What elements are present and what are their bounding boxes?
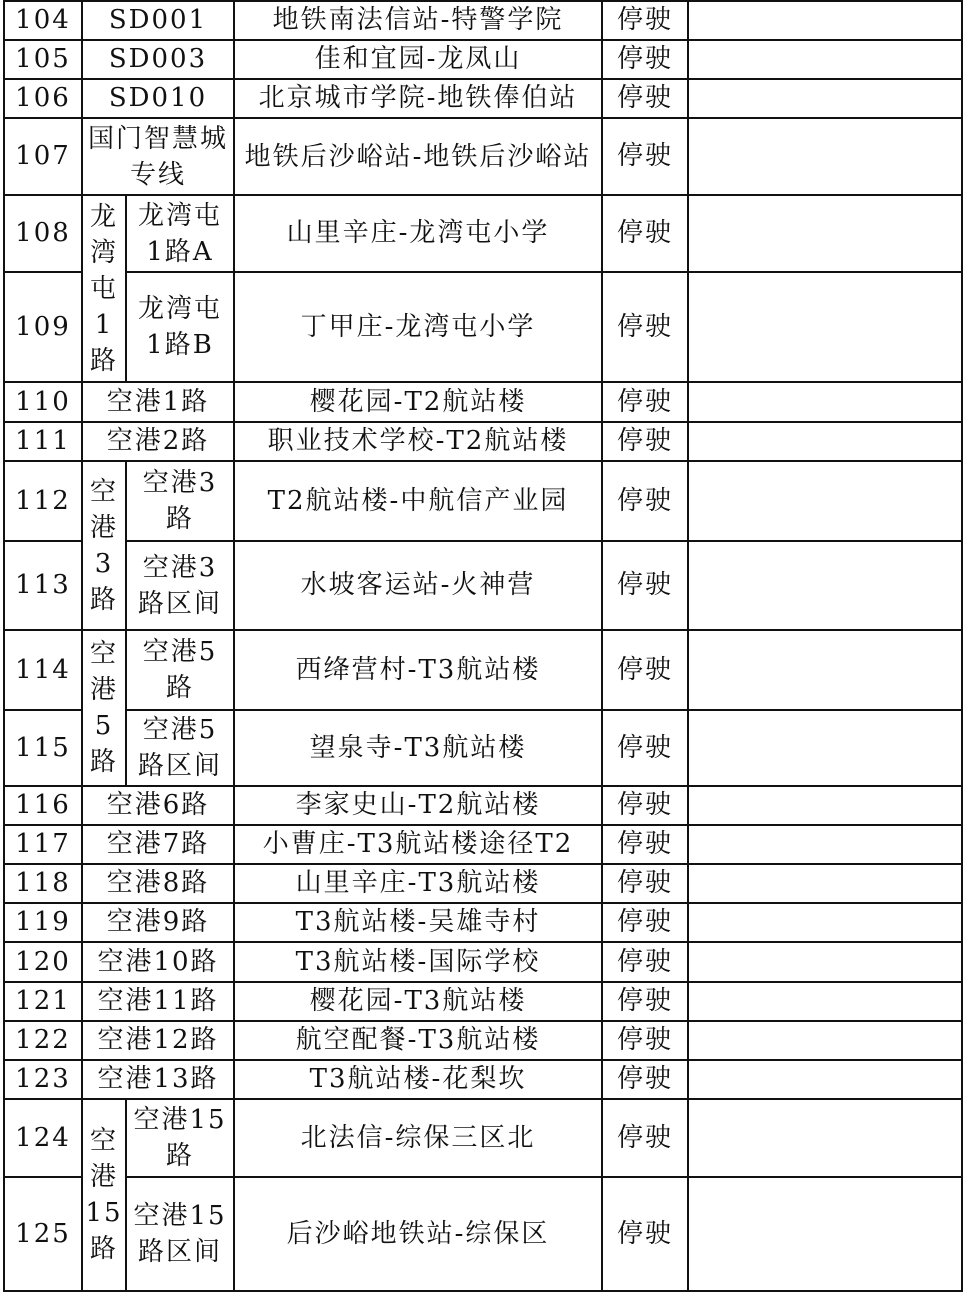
route-section: 职业技术学校-T2航站楼 [234, 422, 602, 461]
route-status: 停驶 [602, 903, 688, 942]
route-note [688, 422, 962, 461]
route-section: 地铁南法信站-特警学院 [234, 1, 602, 40]
route-note [688, 1021, 962, 1060]
route-section: 丁甲庄-龙湾屯小学 [234, 272, 602, 382]
route-name: 空港2路 [82, 422, 234, 461]
route-status-table [3, 0, 963, 1292]
route-name: 空港5路区间 [126, 710, 234, 786]
route-section: 李家史山-T2航站楼 [234, 786, 602, 825]
row-number: 117 [4, 825, 82, 864]
route-note [688, 710, 962, 786]
table-row [4, 79, 962, 118]
row-number: 124 [4, 1099, 82, 1177]
route-status: 停驶 [602, 40, 688, 79]
route-name: 空港3路区间 [126, 541, 234, 630]
route-note [688, 1, 962, 40]
route-note [688, 79, 962, 118]
table-row [4, 461, 962, 541]
table-row [4, 1177, 962, 1291]
row-number: 114 [4, 630, 82, 710]
route-section: 山里辛庄-T3航站楼 [234, 864, 602, 903]
route-name: 空港7路 [82, 825, 234, 864]
row-number: 110 [4, 382, 82, 422]
row-number: 115 [4, 710, 82, 786]
row-number: 112 [4, 461, 82, 541]
table-row [4, 195, 962, 272]
route-section: 航空配餐-T3航站楼 [234, 1021, 602, 1060]
route-name: 空港12路 [82, 1021, 234, 1060]
route-status: 停驶 [602, 982, 688, 1021]
route-note [688, 630, 962, 710]
table-row [4, 903, 962, 942]
route-name: SD010 [82, 79, 234, 118]
route-name: 空港15路区间 [126, 1177, 234, 1291]
table-row [4, 982, 962, 1021]
route-section: 樱花园-T3航站楼 [234, 982, 602, 1021]
route-section: T2航站楼-中航信产业园 [234, 461, 602, 541]
row-number: 116 [4, 786, 82, 825]
route-name: 空港8路 [82, 864, 234, 903]
route-section: T3航站楼-国际学校 [234, 942, 602, 982]
route-name: 龙湾屯1路B [126, 272, 234, 382]
route-name: 空港6路 [82, 786, 234, 825]
route-note [688, 864, 962, 903]
row-number: 113 [4, 541, 82, 630]
route-note [688, 272, 962, 382]
route-note [688, 1060, 962, 1099]
route-status: 停驶 [602, 272, 688, 382]
route-section: 望泉寺-T3航站楼 [234, 710, 602, 786]
route-status: 停驶 [602, 1099, 688, 1177]
route-name: 国门智慧城专线 [82, 118, 234, 195]
route-note [688, 1177, 962, 1291]
route-name: 空港1路 [82, 382, 234, 422]
route-section: 西绛营村-T3航站楼 [234, 630, 602, 710]
route-section: 佳和宜园-龙凤山 [234, 40, 602, 79]
route-name: 空港3路 [126, 461, 234, 541]
route-group-name: 龙湾屯1路 [82, 195, 126, 382]
row-number: 104 [4, 1, 82, 40]
route-note [688, 461, 962, 541]
row-number: 125 [4, 1177, 82, 1291]
table-row [4, 541, 962, 630]
route-name: 空港11路 [82, 982, 234, 1021]
route-status: 停驶 [602, 1021, 688, 1060]
route-section: 樱花园-T2航站楼 [234, 382, 602, 422]
table-row [4, 630, 962, 710]
route-section: 北京城市学院-地铁俸伯站 [234, 79, 602, 118]
table-row [4, 422, 962, 461]
route-status: 停驶 [602, 1060, 688, 1099]
route-note [688, 786, 962, 825]
row-number: 105 [4, 40, 82, 79]
route-name: 空港9路 [82, 903, 234, 942]
route-status: 停驶 [602, 1, 688, 40]
route-note [688, 382, 962, 422]
route-note [688, 40, 962, 79]
route-note [688, 825, 962, 864]
route-status: 停驶 [602, 461, 688, 541]
row-number: 111 [4, 422, 82, 461]
row-number: 121 [4, 982, 82, 1021]
table-row [4, 786, 962, 825]
route-name: SD003 [82, 40, 234, 79]
route-note [688, 118, 962, 195]
route-status: 停驶 [602, 864, 688, 903]
row-number: 109 [4, 272, 82, 382]
row-number: 123 [4, 1060, 82, 1099]
route-name: 空港5路 [126, 630, 234, 710]
route-section: T3航站楼-吴雄寺村 [234, 903, 602, 942]
route-section: 后沙峪地铁站-综保区 [234, 1177, 602, 1291]
route-status: 停驶 [602, 825, 688, 864]
route-section: 地铁后沙峪站-地铁后沙峪站 [234, 118, 602, 195]
table-row [4, 118, 962, 195]
table-row [4, 1099, 962, 1177]
table-row [4, 1060, 962, 1099]
route-name: 龙湾屯1路A [126, 195, 234, 272]
table-row [4, 710, 962, 786]
route-status: 停驶 [602, 422, 688, 461]
route-name: 空港10路 [82, 942, 234, 982]
route-group-name: 空港15路 [82, 1099, 126, 1291]
route-section: 小曹庄-T3航站楼途径T2 [234, 825, 602, 864]
route-status: 停驶 [602, 710, 688, 786]
route-status: 停驶 [602, 382, 688, 422]
route-status: 停驶 [602, 630, 688, 710]
row-number: 119 [4, 903, 82, 942]
route-note [688, 1099, 962, 1177]
route-name: SD001 [82, 1, 234, 40]
route-status: 停驶 [602, 942, 688, 982]
table-row [4, 382, 962, 422]
route-status: 停驶 [602, 118, 688, 195]
row-number: 107 [4, 118, 82, 195]
route-section: 水坡客运站-火神营 [234, 541, 602, 630]
row-number: 118 [4, 864, 82, 903]
table-row [4, 825, 962, 864]
row-number: 122 [4, 1021, 82, 1060]
route-section: 山里辛庄-龙湾屯小学 [234, 195, 602, 272]
route-note [688, 541, 962, 630]
route-group-name: 空港5路 [82, 630, 126, 786]
row-number: 106 [4, 79, 82, 118]
route-note [688, 195, 962, 272]
route-note [688, 903, 962, 942]
route-status: 停驶 [602, 1177, 688, 1291]
route-status: 停驶 [602, 786, 688, 825]
route-note [688, 982, 962, 1021]
route-name: 空港13路 [82, 1060, 234, 1099]
table-row [4, 1021, 962, 1060]
row-number: 120 [4, 942, 82, 982]
route-section: 北法信-综保三区北 [234, 1099, 602, 1177]
table-row [4, 40, 962, 79]
row-number: 108 [4, 195, 82, 272]
route-status: 停驶 [602, 541, 688, 630]
table-row [4, 1, 962, 40]
route-section: T3航站楼-花梨坎 [234, 1060, 602, 1099]
route-status: 停驶 [602, 195, 688, 272]
route-group-name: 空港3路 [82, 461, 126, 630]
route-status: 停驶 [602, 79, 688, 118]
route-name: 空港15路 [126, 1099, 234, 1177]
route-note [688, 942, 962, 982]
table-row [4, 942, 962, 982]
table-row [4, 272, 962, 382]
table-row [4, 864, 962, 903]
